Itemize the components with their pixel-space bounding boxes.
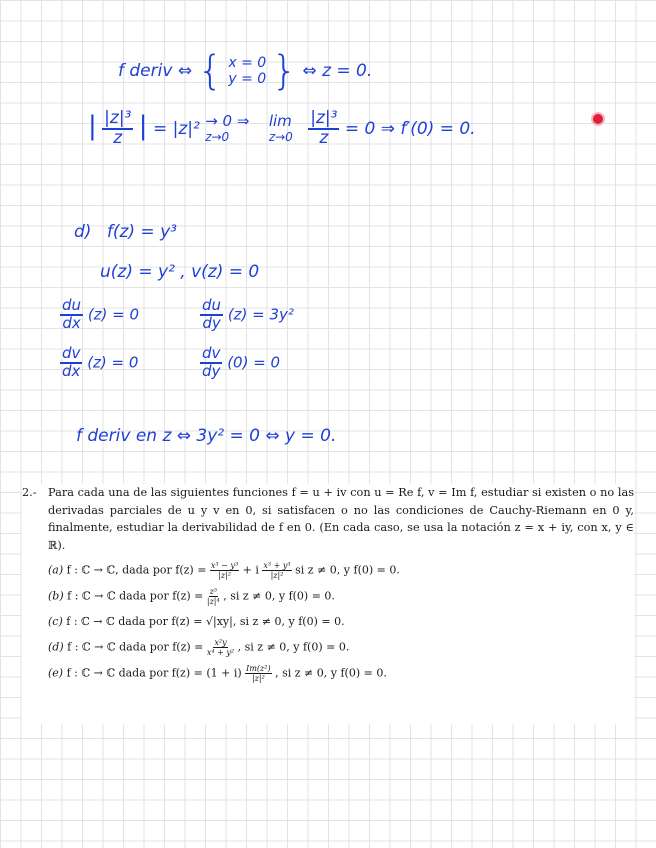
item-d: (d) f : ℂ → ℂ dada por f(z) = $\frac{\text{x²y}}{\text{x⁴ + y²}}$ , si z ≠ 0, y f(0) = 0. bbox=[48, 637, 350, 657]
problem-number: 2.- bbox=[22, 486, 37, 499]
item-a: (a) f : ℂ → ℂ, dada por f(z) = $\frac{\text{x³ − y³}}{\text{|z|²}}$ + i $\frac{\text{x³ + y³}}{\text{|z|²}}$ si z ≠ 0, y f(0) = 0. bbox=[48, 561, 400, 580]
uv-definition: u(z) = y² , v(z) = 0 bbox=[100, 262, 260, 282]
deriv-text: f deriv ⇔ bbox=[118, 61, 193, 81]
partial-du-dx: $\frac{du}{dx}$ (z) = 0 bbox=[62, 296, 140, 332]
limit: lim z→0 bbox=[268, 112, 293, 144]
partial-du-dy: $\frac{du}{dy}$ (z) = 3y² bbox=[202, 296, 294, 332]
red-marker-icon bbox=[593, 114, 603, 124]
part-d-heading: d) f(z) = y³ bbox=[74, 222, 177, 242]
item-b: (b) f : ℂ → ℂ dada por f(z) = $\frac{\text{z⁵}}{\text{|z|⁴}}$ , si z ≠ 0, y f(0) = 0. bbox=[48, 587, 335, 606]
handwritten-line-1: f deriv ⇔ { x = 0 y = 0 } ⇔ z = 0. bbox=[118, 48, 373, 94]
derivative-result: = 0 ⇒ f′(0) = 0. bbox=[344, 118, 476, 139]
equivalence-result: ⇔ z = 0. bbox=[302, 61, 373, 81]
limit-fraction: $\frac{\text{|z|³}}{z}$ bbox=[310, 108, 338, 148]
handwritten-line-2: | $\frac{\text{|z|³}}{z}$ | = |z|² → 0 ⇒ z→0 lim z→0 $\frac{\text{|z|³}}{z}$ = 0 ⇒ f′(0) = 0. bbox=[88, 108, 476, 148]
conclusion-line: f deriv en z ⇔ 3y² = 0 ⇔ y = 0. bbox=[76, 426, 337, 446]
partial-dv-dx: $\frac{dv}{dx}$ (z) = 0 bbox=[62, 344, 139, 380]
problem-text: Para cada una de las siguientes funciones f = u + iv con u = Re f, v = Im f, estudiar si existen o no las derivadas parciales de u y v en 0, si satisfacen o no las condiciones de Cauchy-Riemann en 0 y, finalmente, estudiar la derivabilidad de f en 0. (En cada caso, se usa la notación z = x + iy, con x, y ∈ ℝ). bbox=[48, 486, 634, 552]
problem-statement bbox=[22, 484, 634, 724]
partial-dv-dy: $\frac{dv}{dy}$ (0) = 0 bbox=[202, 344, 281, 380]
item-c: (c) f : ℂ → ℂ dada por f(z) = √|xy|, si z ≠ 0, y f(0) = 0. bbox=[48, 615, 345, 628]
system-of-equations: x = 0 y = 0 bbox=[228, 54, 267, 87]
item-e: (e) f : ℂ → ℂ dada por f(z) = (1 + i) $\frac{\text{Im(z²)}}{\text{|z|²}}$ , si z ≠ 0, y f(0) = 0. bbox=[48, 663, 387, 683]
abs-fraction: $\frac{\text{|z|³}}{z}$ bbox=[104, 108, 132, 148]
